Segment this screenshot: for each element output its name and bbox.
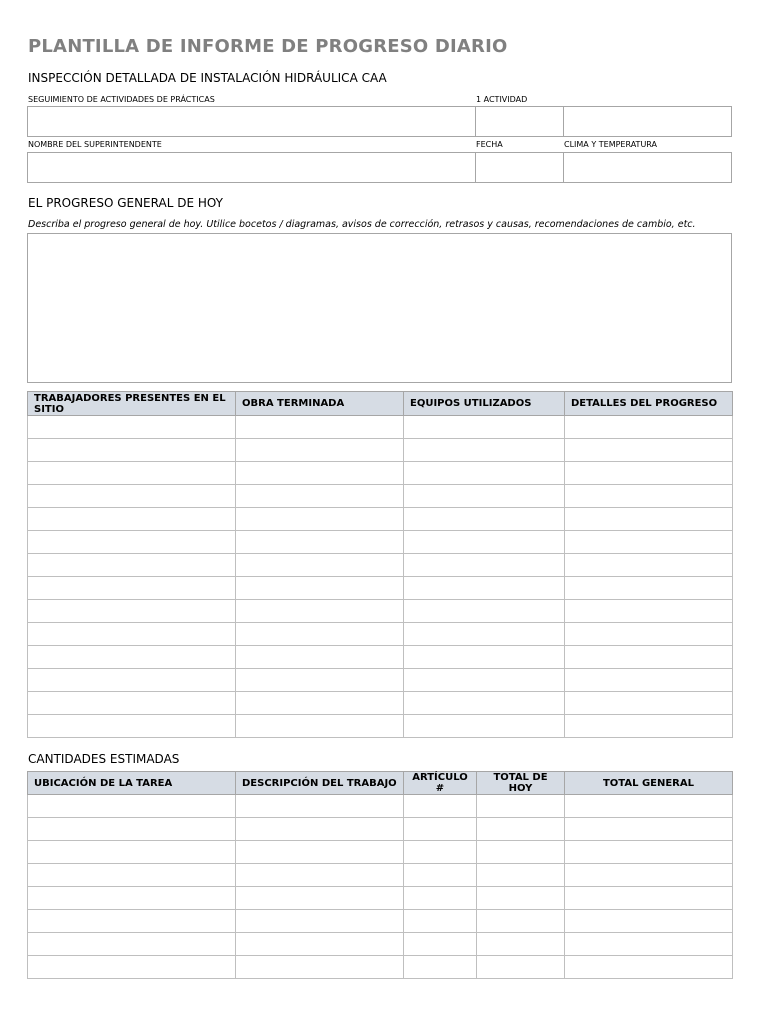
table-cell[interactable]: [565, 910, 733, 933]
quantities-heading: CANTIDADES ESTIMADAS: [28, 752, 180, 766]
table-cell[interactable]: [28, 623, 236, 646]
table-row: [28, 692, 733, 715]
workers-table: [27, 391, 733, 738]
table-cell[interactable]: [236, 600, 404, 623]
table-cell[interactable]: [236, 956, 404, 979]
table-cell[interactable]: [404, 818, 477, 841]
table-row: [28, 439, 733, 462]
table-cell[interactable]: [404, 623, 565, 646]
table-cell[interactable]: [404, 646, 565, 669]
table-cell[interactable]: [28, 669, 236, 692]
table-row: [28, 887, 733, 910]
table-row: [28, 669, 733, 692]
progress-description: Describa el progreso general de hoy. Utilice bocetos / diagramas, avisos de corrección, retrasos y causas, recomendaciones de cambio, etc.: [28, 219, 696, 230]
table-cell[interactable]: [28, 795, 236, 818]
column-header-grand-total: TOTAL GENERAL: [565, 772, 733, 795]
table-cell[interactable]: [404, 933, 477, 956]
table-cell[interactable]: [236, 462, 404, 485]
table-row: [28, 554, 733, 577]
table-cell[interactable]: [28, 910, 236, 933]
table-row: [28, 416, 733, 439]
table-cell[interactable]: [28, 956, 236, 979]
table-cell[interactable]: [236, 795, 404, 818]
table-cell[interactable]: [28, 439, 236, 462]
table-cell[interactable]: [565, 841, 733, 864]
table-cell[interactable]: [404, 508, 565, 531]
table-row: [28, 910, 733, 933]
table-cell[interactable]: [477, 818, 565, 841]
table-cell[interactable]: [477, 841, 565, 864]
table-cell[interactable]: [28, 600, 236, 623]
table-cell[interactable]: [404, 554, 565, 577]
table-cell[interactable]: [565, 462, 733, 485]
table-cell[interactable]: [565, 416, 733, 439]
table-row: [28, 600, 733, 623]
table-row: [28, 577, 733, 600]
table-cell[interactable]: [565, 646, 733, 669]
table-cell[interactable]: [404, 462, 565, 485]
table-cell[interactable]: [236, 669, 404, 692]
table-cell[interactable]: [404, 887, 477, 910]
table-cell[interactable]: [236, 508, 404, 531]
table-cell[interactable]: [28, 887, 236, 910]
column-header-equipment: EQUIPOS UTILIZADOS: [404, 392, 565, 416]
table-cell[interactable]: [404, 864, 477, 887]
table-cell[interactable]: [565, 933, 733, 956]
table-cell[interactable]: [236, 692, 404, 715]
table-cell[interactable]: [565, 439, 733, 462]
table-cell[interactable]: [28, 841, 236, 864]
table-cell[interactable]: [404, 577, 565, 600]
table-cell[interactable]: [236, 910, 404, 933]
progress-heading: EL PROGRESO GENERAL DE HOY: [28, 196, 223, 210]
table-cell[interactable]: [28, 715, 236, 738]
page-subtitle: INSPECCIÓN DETALLADA DE INSTALACIÓN HIDRÁULICA CAA: [28, 71, 387, 85]
table-cell[interactable]: [236, 841, 404, 864]
date-label: FECHA: [476, 140, 503, 149]
column-header-work-description: DESCRIPCIÓN DEL TRABAJO: [236, 772, 404, 795]
table-row: [28, 795, 733, 818]
table-row: [28, 818, 733, 841]
table-cell[interactable]: [477, 887, 565, 910]
activity-label: 1 ACTIVIDAD: [476, 95, 528, 104]
table-cell[interactable]: [565, 956, 733, 979]
table-cell[interactable]: [28, 485, 236, 508]
column-header-today-total: TOTAL DE HOY: [477, 772, 565, 795]
table-cell[interactable]: [236, 623, 404, 646]
table-cell[interactable]: [565, 623, 733, 646]
superintendent-label: NOMBRE DEL SUPERINTENDENTE: [28, 140, 162, 149]
table-cell[interactable]: [236, 715, 404, 738]
table-cell[interactable]: [28, 554, 236, 577]
table-cell[interactable]: [565, 887, 733, 910]
table-cell[interactable]: [404, 531, 565, 554]
table-cell[interactable]: [28, 818, 236, 841]
table-cell[interactable]: [28, 933, 236, 956]
table-cell[interactable]: [28, 531, 236, 554]
workers-table-header: [28, 392, 733, 416]
page-title: PLANTILLA DE INFORME DE PROGRESO DIARIO: [28, 36, 508, 57]
weather-label: CLIMA Y TEMPERATURA: [564, 140, 658, 149]
table-row: [28, 485, 733, 508]
table-row: [28, 956, 733, 979]
table-cell[interactable]: [565, 864, 733, 887]
table-row: [28, 864, 733, 887]
table-cell[interactable]: [565, 508, 733, 531]
column-header-item-number: ARTÍCULO #: [404, 772, 477, 795]
table-cell[interactable]: [404, 692, 565, 715]
table-cell[interactable]: [565, 531, 733, 554]
table-row: [28, 508, 733, 531]
column-header-work-done: OBRA TERMINADA: [236, 392, 404, 416]
table-cell[interactable]: [28, 462, 236, 485]
table-cell[interactable]: [565, 600, 733, 623]
table-cell[interactable]: [404, 669, 565, 692]
superintendent-field[interactable]: [27, 152, 476, 183]
table-cell[interactable]: [28, 577, 236, 600]
table-cell[interactable]: [565, 669, 733, 692]
table-row: [28, 623, 733, 646]
table-cell[interactable]: [28, 646, 236, 669]
table-cell[interactable]: [404, 715, 565, 738]
table-cell[interactable]: [236, 416, 404, 439]
quantities-table-header: [28, 772, 733, 795]
column-header-task-location: UBICACIÓN DE LA TAREA: [28, 772, 236, 795]
table-cell[interactable]: [404, 910, 477, 933]
table-cell[interactable]: [236, 864, 404, 887]
table-cell[interactable]: [236, 439, 404, 462]
progress-textarea[interactable]: [27, 233, 732, 383]
table-cell[interactable]: [477, 795, 565, 818]
table-cell[interactable]: [565, 485, 733, 508]
table-cell[interactable]: [477, 933, 565, 956]
table-cell[interactable]: [565, 818, 733, 841]
table-cell[interactable]: [565, 554, 733, 577]
table-cell[interactable]: [28, 692, 236, 715]
activity-field[interactable]: [475, 106, 564, 137]
table-row: [28, 933, 733, 956]
table-cell[interactable]: [404, 956, 477, 979]
table-cell[interactable]: [565, 795, 733, 818]
quantities-table: [27, 771, 733, 979]
weather-field[interactable]: [563, 152, 732, 183]
column-header-progress-details: DETALLES DEL PROGRESO: [565, 392, 733, 416]
date-field[interactable]: [475, 152, 564, 183]
activity-tracking-label: SEGUIMIENTO DE ACTIVIDADES DE PRÁCTICAS: [28, 95, 215, 104]
table-row: [28, 841, 733, 864]
table-cell[interactable]: [404, 841, 477, 864]
table-cell[interactable]: [404, 600, 565, 623]
table-cell[interactable]: [28, 864, 236, 887]
activity-tracking-field[interactable]: [27, 106, 476, 137]
table-cell[interactable]: [565, 715, 733, 738]
table-cell[interactable]: [404, 485, 565, 508]
table-cell[interactable]: [236, 531, 404, 554]
table-row: [28, 715, 733, 738]
table-cell[interactable]: [236, 577, 404, 600]
table-cell[interactable]: [565, 692, 733, 715]
table-cell[interactable]: [28, 416, 236, 439]
table-cell[interactable]: [236, 887, 404, 910]
table-row: [28, 462, 733, 485]
table-cell[interactable]: [236, 933, 404, 956]
table-cell[interactable]: [477, 956, 565, 979]
table-cell[interactable]: [28, 508, 236, 531]
activity-extra-field[interactable]: [563, 106, 732, 137]
table-cell[interactable]: [404, 439, 565, 462]
table-row: [28, 646, 733, 669]
table-row: [28, 531, 733, 554]
table-cell[interactable]: [236, 818, 404, 841]
table-cell[interactable]: [236, 554, 404, 577]
table-cell[interactable]: [404, 795, 477, 818]
column-header-workers: TRABAJADORES PRESENTES EN EL SITIO: [28, 392, 236, 416]
table-cell[interactable]: [477, 864, 565, 887]
table-cell[interactable]: [477, 910, 565, 933]
table-cell[interactable]: [236, 646, 404, 669]
table-cell[interactable]: [565, 577, 733, 600]
table-cell[interactable]: [236, 485, 404, 508]
table-cell[interactable]: [404, 416, 565, 439]
